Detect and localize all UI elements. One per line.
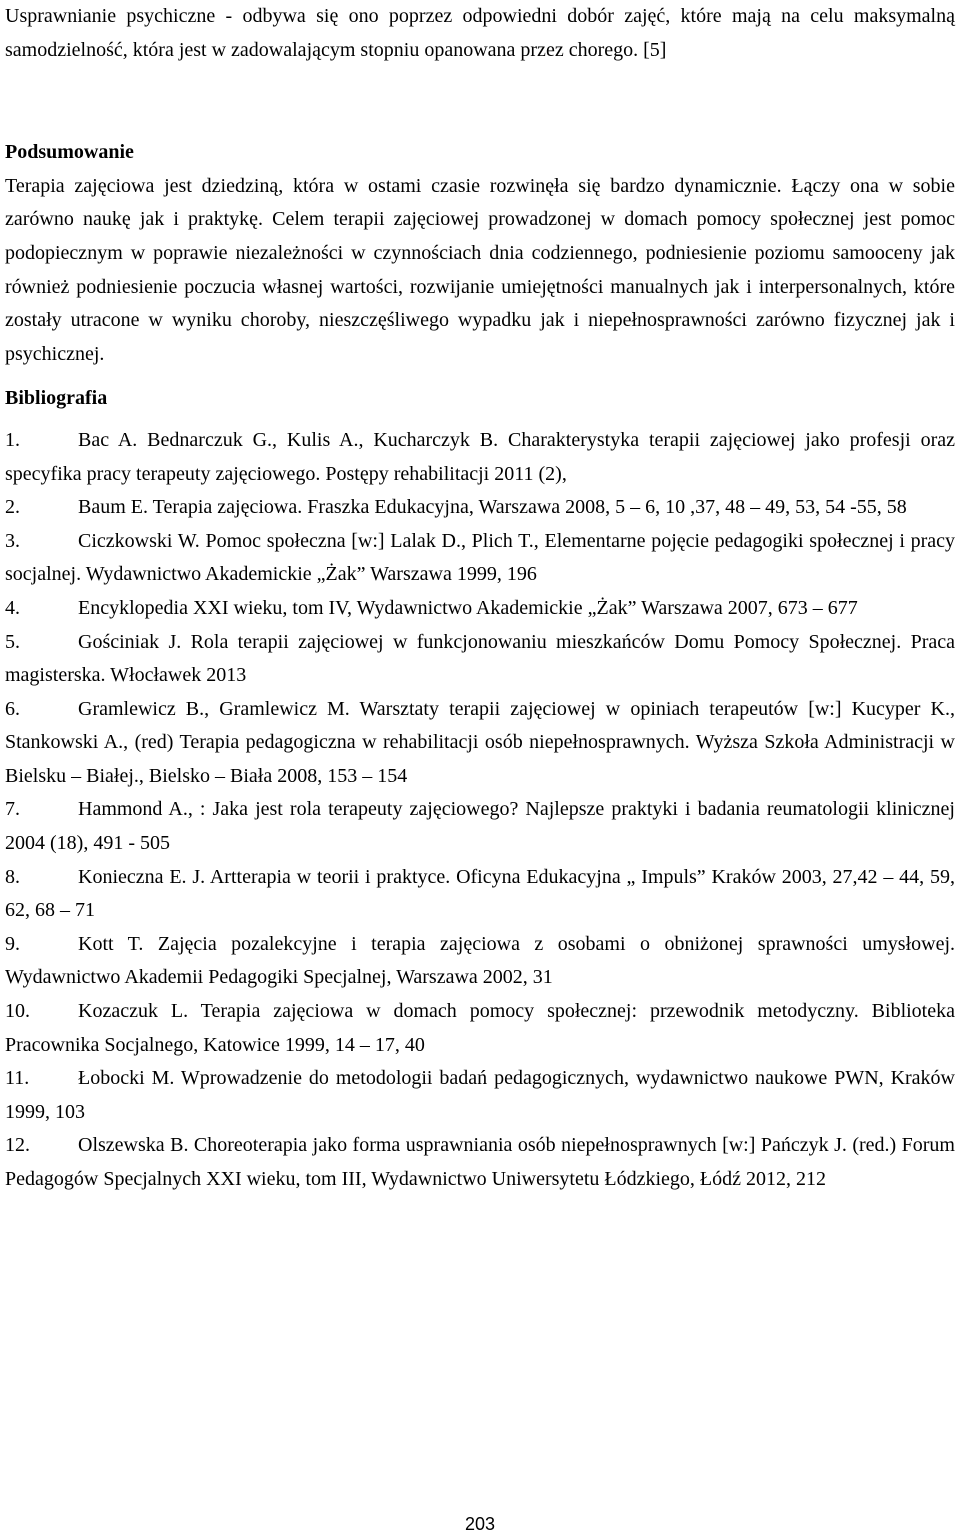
bibliography-entry-number: 4. [5, 596, 20, 619]
bibliography-entry-number: 8. [5, 865, 20, 888]
bibliography-entry [5, 1062, 955, 1129]
bibliography-entry [5, 928, 955, 995]
bibliography-entry-text: Kozaczuk L. Terapia zajęciowa w domach pomocy społecznej: przewodnik metodyczny. Biblioteka Pracownika Socjalnego, Katowice 1999, 14 – 17, 40 [5, 1000, 955, 1056]
bibliography-entry [5, 491, 955, 525]
page-number: 203 [464, 1514, 496, 1534]
bibliography-entry-number: 10. [5, 1000, 30, 1023]
bibliography-entry-text: Olszewska B. Choreoterapia jako forma usprawniania osób niepełnosprawnych [w:] Pańczyk J. (red.) Forum Pedagogów Specjalnych XXI wieku, tom III, Wydawnictwo Uniwersytetu Łódzkiego, Łódź 2012, 212 [5, 1134, 955, 1190]
bibliography-entry-number: 7. [5, 798, 20, 821]
bibliography-entry-number: 6. [5, 697, 20, 720]
bibliography-entry [5, 693, 955, 794]
bibliography-entry-text: Gościniak J. Rola terapii zajęciowej w funkcjonowaniu mieszkańców Domu Pomocy Społecznej. Praca magisterska. Włocławek 2013 [5, 630, 955, 687]
bibliography-entry-text: Kott T. Zajęcia pozalekcyjne i terapia zajęciowa z osobami o obniżonej sprawności umysłowej. Wydawnictwo Akademii Pedagogiki Specjalnej, Warszawa 2002, 31 [5, 932, 955, 989]
bibliography-entry-number: 12. [5, 1134, 30, 1157]
bibliography-entry-number: 9. [5, 932, 20, 955]
document-page [5, 0, 955, 1197]
bibliography-entry-number: 3. [5, 529, 20, 552]
bibliography-entry [5, 1129, 955, 1196]
bibliography-entry-number: 11. [5, 1067, 30, 1090]
bibliography-entry-text: Encyklopedia XXI wieku, tom IV, Wydawnictwo Akademickie „Żak” Warszawa 2007, 673 – 677 [78, 596, 858, 619]
bibliography-entry [5, 592, 955, 626]
bibliography-entry-number: 2. [5, 496, 20, 519]
bibliography-entry-number: 1. [5, 428, 20, 451]
bibliography-entry [5, 793, 955, 860]
bibliography-entry-text: Łobocki M. Wprowadzenie do metodologii badań pedagogicznych, wydawnictwo naukowe PWN, Kraków 1999, 103 [5, 1067, 955, 1123]
bibliography-entry [5, 626, 955, 693]
bibliography-entry-text: Hammond A., : Jaka jest rola terapeuty zajęciowego? Najlepsze praktyki i badania reumatologii klinicznej 2004 (18), 491 - 505 [5, 798, 955, 855]
summary-heading: Podsumowanie [5, 141, 134, 164]
bibliography-entry-text: Baum E. Terapia zajęciowa. Fraszka Edukacyjna, Warszawa 2008, 5 – 6, 10 ,37, 48 – 49, 53, 54 -55, 58 [78, 496, 907, 519]
bibliography-entry [5, 424, 955, 491]
bibliography-heading: Bibliografia [5, 387, 108, 410]
bibliography-entry-text: Ciczkowski W. Pomoc społeczna [w:] Lalak D., Plich T., Elementarne pojęcie pedagogiki społecznej i pracy socjalnej. Wydawnictwo Akademickie „Żak” Warszawa 1999, 196 [5, 529, 955, 586]
summary-paragraph: Terapia zajęciowa jest dziedziną, która w ostami czasie rozwinęła się bardzo dynamicznie. Łączy ona w sobie zarówno naukę jak i praktykę. Celem terapii zajęciowej prowadzonej w domach pomocy społecznej jest pomoc podopiecznym w poprawie niezależności w czynnościach dnia codziennego, podniesienie poziomu samooceny jak również podniesienie poczucia własnej wartości, rozwijanie umiejętności manualnych jak i interpersonalnych, które zostały utracone w wyniku choroby, nieszczęśliwego wypadku jak i niepełnosprawności zarówno fizycznej jak i psychicznej. [5, 174, 955, 365]
bibliography-entry-number: 5. [5, 630, 20, 653]
bibliography-list [5, 424, 955, 1197]
bibliography-entry-text: Gramlewicz B., Gramlewicz M. Warsztaty terapii zajęciowej w opiniach terapeutów [w:] Kucyper K., Stankowski A., (red) Terapia pedagogiczna w rehabilitacji osób niepełnosprawnych. Wyższa Szkoła Administracji w Bielsku – Białej., Bielsko – Biała 2008, 153 – 154 [5, 697, 955, 787]
bibliography-entry-text: Konieczna E. J. Artterapia w teorii i praktyce. Oficyna Edukacyjna „ Impuls” Kraków 2003, 27,42 – 44, 59, 62, 68 – 71 [5, 865, 955, 922]
intro-paragraph: Usprawnianie psychiczne - odbywa się ono poprzez odpowiedni dobór zajęć, które mają na celu maksymalną samodzielność, która jest w zadowalającym stopniu opanowana przez chorego. [5] [5, 5, 955, 61]
bibliography-entry [5, 861, 955, 928]
bibliography-entry [5, 995, 955, 1062]
bibliography-entry-text: Bac A. Bednarczuk G., Kulis A., Kucharczyk B. Charakterystyka terapii zajęciowej jako profesji oraz specyfika pracy terapeuty zajęciowego. Postępy rehabilitacji 2011 (2), [5, 428, 955, 485]
bibliography-entry [5, 525, 955, 592]
